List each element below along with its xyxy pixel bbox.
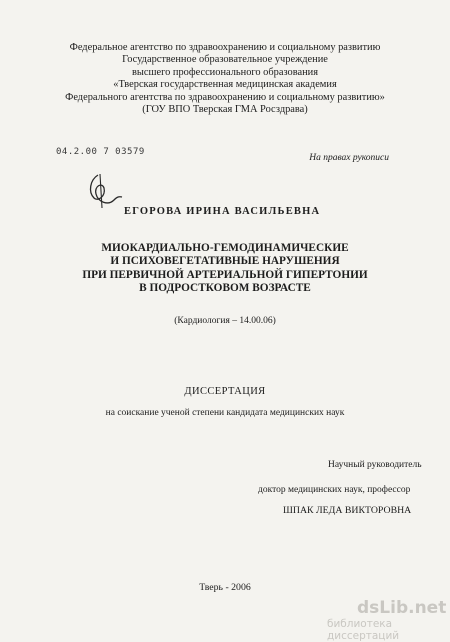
author-name: ЕГОРОВА ИРИНА ВАСИЛЬЕВНА (124, 206, 321, 217)
title-line: ПРИ ПЕРВИЧНОЙ АРТЕРИАЛЬНОЙ ГИПЕРТОНИИ (82, 268, 368, 281)
watermark-logo: dsLib.net (357, 598, 447, 618)
title-line: В ПОДРОСТКОВОМ ВОЗРАСТЕ (139, 282, 311, 295)
watermark-subtitle: библиотека диссертаций (327, 618, 400, 642)
supervisor-rank: доктор медицинских наук, профессор (258, 485, 411, 495)
header-line: «Тверская государственная медицинская академия (113, 79, 337, 91)
header-line: Федеральное агентство по здравоохранению и социальному развитию (69, 42, 381, 53)
degree-line: на соискание ученой степени кандидата медицинских наук (105, 408, 345, 418)
header-line: (ГОУ ВПО Тверская ГМА Росздрава) (142, 104, 308, 116)
handwritten-signature (84, 172, 126, 212)
library-stamp: 04.2.00 7 03579 (56, 147, 145, 157)
header-line: Федерального агентства по здравоохранению и социальному развитию» (65, 91, 385, 103)
city-year: Тверь - 2006 (199, 582, 251, 593)
supervisor-role: Научный руководитель (328, 460, 422, 470)
rights-note: На правах рукописи (309, 153, 389, 163)
header-line: высшего профессионального образования (132, 66, 318, 78)
header-line: Государственное образовательное учреждение (122, 54, 328, 66)
title-line: И ПСИХОВЕГЕТАТИВНЫЕ НАРУШЕНИЯ (110, 255, 340, 268)
document-type: ДИССЕРТАЦИЯ (184, 386, 266, 397)
title-line: МИОКАРДИАЛЬНО-ГЕМОДИНАМИЧЕСКИЕ (101, 242, 349, 254)
specialty-code: (Кардиология – 14.00.06) (174, 316, 276, 326)
supervisor-name: ШПАК ЛЕДА ВИКТОРОВНА (283, 505, 412, 516)
institution-header (0, 42, 450, 116)
dissertation-title (0, 242, 450, 296)
